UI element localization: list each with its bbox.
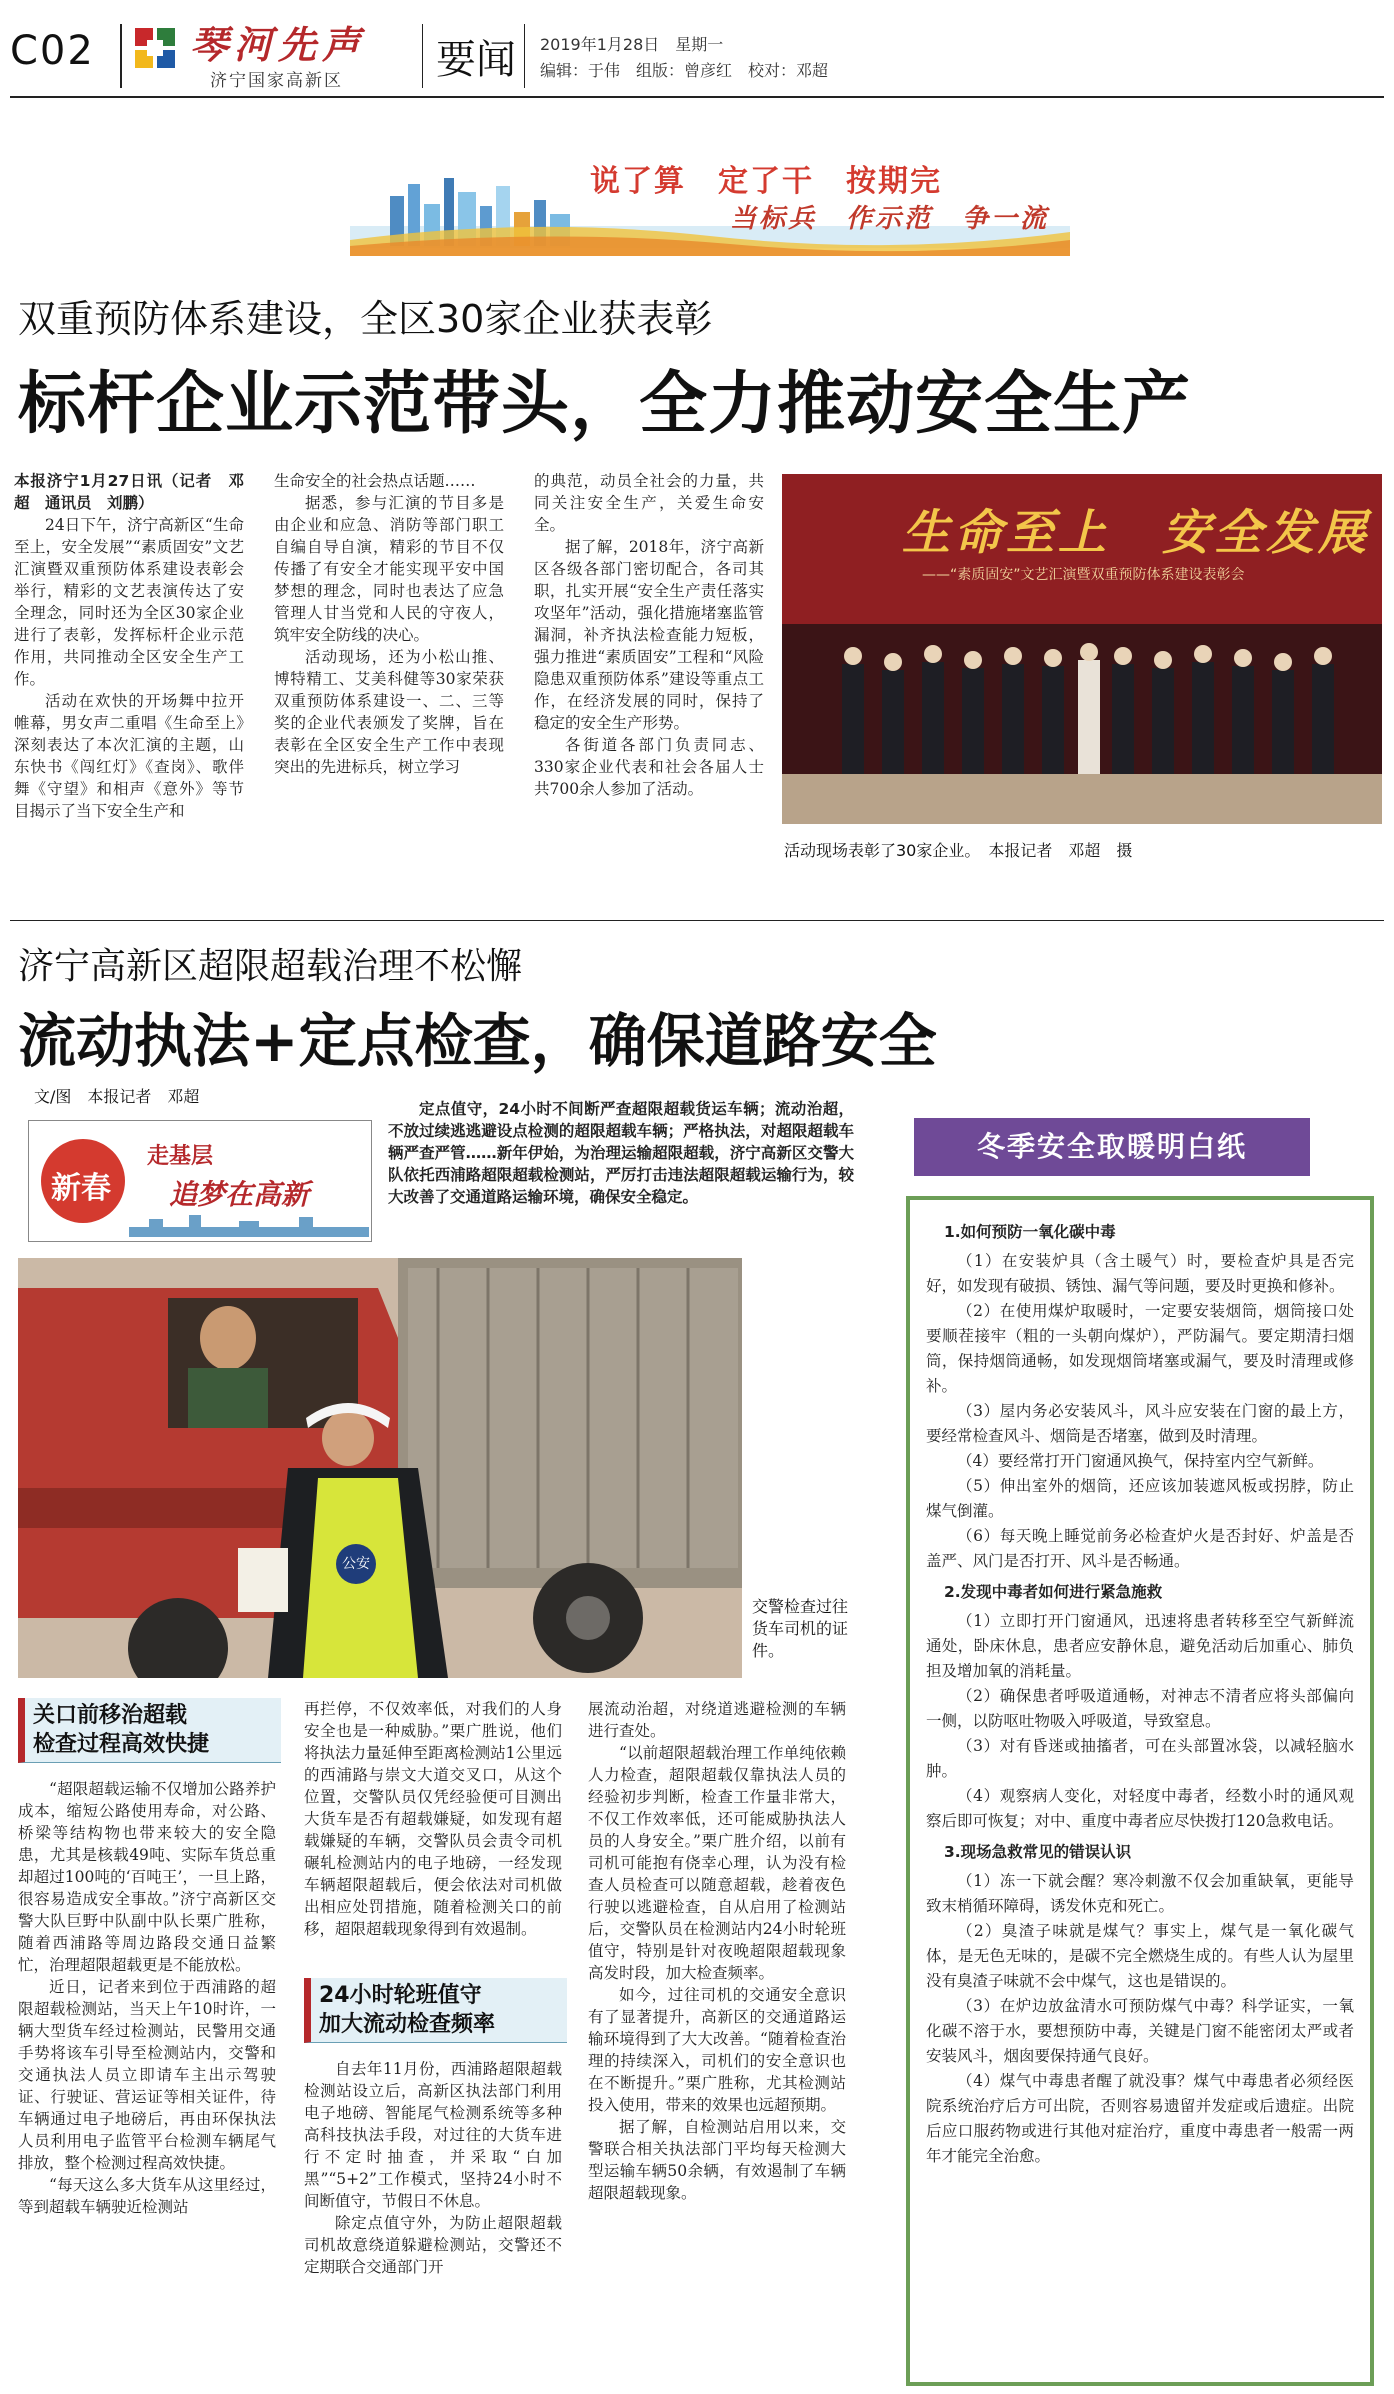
masthead-divider — [120, 24, 122, 88]
article2-column-1 — [18, 1778, 276, 2218]
masthead-divider-2 — [422, 24, 423, 88]
sidebar-item: （4）煤气中毒患者醒了就没事？煤气中毒患者必须经医院系统治疗后方可出院，否则容易遗留并发症或后遗症。出院后应口服药物或进行其他对症治疗，重度中毒患者一般需一两年才能完全治愈。 — [926, 2072, 1354, 2165]
sidebar-heading: 2.发现中毒者如何进行紧急施救 — [944, 1583, 1163, 1601]
paper-subtitle: 济宁国家高新区 — [210, 71, 343, 91]
article1-kicker: 双重预防体系建设，全区30家企业获表彰 — [18, 297, 713, 341]
banner-slogan-2: 当标兵 作示范 争一流 — [730, 204, 1050, 234]
sidebar-heading: 1.如何预防一氧化碳中毒 — [944, 1223, 1116, 1241]
paragraph: 据了解，2018年，济宁高新区各级各部门密切配合，各司其职，扎实开展“安全生产责任落实攻坚年”活动，强化措施堵塞监管漏洞，补齐执法检查能力短板，强力推进“素质固安”工程和“风险隐患双重预防体系”建设等重点工作，在经济发展的同时，保持了稳定的安全生产形势。 — [534, 538, 764, 732]
subhead-2: 24小时轮班值守 加大流动检查频率 — [304, 1978, 567, 2043]
paragraph: “超限超载运输不仅增加公路养护成本，缩短公路使用寿命，对公路、桥梁等结构物也带来较大的安全隐患，尤其是核载49吨、实际车货总重却超过100吨的‘百吨王’，一旦上路，很容易造成安全事故。”济宁高新区交警大队巨野中队副中队长栗广胜称，随着西浦路等周边路段交通日益繁忙，治理超限超载更是不能放松。 — [18, 1780, 276, 1974]
sidebar-item: （1）在安装炉具（含土暖气）时，要检查炉具是否完好，如发现有破损、锈蚀、漏气等问题，要及时更换和修补。 — [926, 1252, 1354, 1295]
paragraph: 的典范，动员全社会的力量，共同关注安全生产，关爱生命安全。 — [534, 472, 764, 534]
sidebar-section-1 — [926, 1220, 1354, 1574]
sidebar-box — [906, 1196, 1374, 2386]
page-number: C02 — [10, 28, 95, 74]
police-badge: 公安 — [336, 1544, 376, 1584]
paragraph: 各街道各部门负责同志、330家企业代表和社会各届人士共700余人参加了活动。 — [534, 736, 764, 798]
paragraph: “每天这么多大货车从这里经过，等到超载车辆驶近检测站 — [18, 2176, 276, 2216]
sidebar-item: （3）在炉边放盆清水可预防煤气中毒？科学证实，一氧化碳不溶于水，要想预防中毒，关键是门窗不能密闭太严或者安装风斗，烟囱要保持通气良好。 — [926, 1997, 1354, 2065]
paragraph: 生命安全的社会热点话题…… — [274, 472, 476, 490]
article1-column-3 — [534, 470, 764, 800]
paragraph: 近日，记者来到位于西浦路的超限超载检测站，当天上午10时许，一辆大型货车经过检测站，民警用交通手势将该车引导至检测站内，交警和交通执法人员立即请车主出示驾驶证、行驶证、营运证等相关证件，待车辆通过电子地磅后，再由环保执法人员利用电子监管平台检测车辆尾气排放，整个检测过程高效快捷。 — [18, 1978, 276, 2172]
article1-column-1 — [14, 470, 244, 822]
stage-banner-title: 生命至上 安全发展 — [902, 505, 1371, 561]
badge-right-text-2: 追梦在高新 — [169, 1178, 310, 1211]
series-badge — [28, 1120, 372, 1242]
article1-byline: 本报济宁1月27日讯（记者 邓超 通讯员 刘鹏） — [14, 472, 244, 512]
lead-paragraph: 定点值守，24小时不间断严查超限超载货运车辆；流动治超，不放过续逃逃避设点检测的超限超载车辆；严格执法，对超限超载车辆严查严管……新年伊始，为治理运输超限超载，济宁高新区交警大队依托西浦路超限超载检测站，严厉打击违法超限超载运输行为，较大改善了交通道路运输环境，确保安全稳定。 — [388, 1100, 854, 1206]
article2-lead — [388, 1098, 854, 1208]
date-line: 2019年1月28日 星期一 — [540, 35, 724, 54]
slogan-banner — [350, 156, 1070, 256]
paragraph: 据了解，自检测站启用以来，交警联合相关执法部门平均每天检测大型运输车辆50余辆，有效遏制了车辆超限超载现象。 — [588, 2118, 846, 2202]
article2-column-2b — [304, 2058, 562, 2278]
sidebar-item: （6）每天晚上睡觉前务必检查炉火是否封好、炉盖是否盖严、风门是否打开、风斗是否畅通。 — [926, 1527, 1354, 1570]
sidebar-section-2 — [926, 1580, 1354, 1834]
article2-kicker: 济宁高新区超限超载治理不松懈 — [18, 946, 523, 987]
logo-icon — [135, 28, 175, 68]
sidebar-item: （5）伸出室外的烟筒，还应该加装遮风板或拐脖，防止煤气倒灌。 — [926, 1477, 1354, 1520]
badge-right-text-1: 走基层 — [147, 1143, 214, 1169]
sidebar-item: （3）对有昏迷或抽搐者，可在头部置冰袋，以减轻脑水肿。 — [926, 1737, 1354, 1780]
article1-column-2 — [274, 470, 504, 778]
truck-inspection-illustration — [18, 1258, 742, 1678]
sidebar-section-3 — [926, 1840, 1354, 2169]
paragraph: 展流动治超，对绕道逃避检测的车辆进行查处。 — [588, 1700, 846, 1740]
sidebar-heading: 3.现场急救常见的错误认识 — [944, 1843, 1132, 1861]
section-divider — [10, 920, 1384, 921]
badge-left-text: 新春 — [51, 1171, 111, 1206]
sidebar-item: （3）屋内务必安装风斗，风斗应安装在门窗的最上方，要经常检查风斗、烟筒是否堵塞，做到及时清理。 — [926, 1402, 1354, 1445]
stage-banner-subtitle: ——“素质固安”文艺汇演暨双重预防体系建设表彰会 — [922, 567, 1245, 583]
article2-headline: 流动执法+定点检查，确保道路安全 — [18, 1007, 937, 1075]
sidebar-item: （4）观察病人变化，对轻度中毒者，经数小时的通风观察后即可恢复；对中、重度中毒者应尽快拨打120急救电话。 — [926, 1787, 1354, 1830]
sidebar-title: 冬季安全取暖明白纸 — [914, 1118, 1310, 1176]
banner-slogan: 说了算 定了干 按期完 — [590, 164, 942, 199]
article1-headline: 标杆企业示范带头，全力推动安全生产 — [18, 365, 1192, 444]
paragraph: 除定点值守外，为防止超限超载司机故意绕道躲避检测站，交警还不定期联合交通部门开 — [304, 2214, 562, 2276]
sidebar-item: （1）立即打开门窗通风，迅速将患者转移至空气新鲜流通处，卧床休息，患者应安静休息，避免活动后加重心、肺负担及增加氧的消耗量。 — [926, 1612, 1354, 1680]
paragraph: 自去年11月份，西浦路超限超载检测站设立后，高新区执法部门利用电子地磅、智能尾气检测系统等多种高科技执法手段，对过往的大货车进行不定时抽查，并采取“白加黑”“5+2”工作模式，坚持24小时不间断值守，节假日不休息。 — [304, 2060, 562, 2210]
paper-logo — [135, 28, 175, 68]
masthead-underline — [10, 96, 1384, 98]
masthead-divider-3 — [524, 24, 525, 88]
article2-photo-caption: 交警检查过往货车司机的证件。 — [752, 1597, 849, 1660]
article2-byline: 文/图 本报记者 邓超 — [34, 1087, 200, 1106]
article2-column-3 — [588, 1698, 846, 2204]
sidebar-item: （4）要经常打开门窗通风换气，保持室内空气新鲜。 — [957, 1452, 1324, 1470]
section-title: 要闻 — [436, 37, 516, 83]
sidebar-item: （2）在使用煤炉取暖时，一定要安装烟筒，烟筒接口处要顺茬接牢（粗的一头朝向煤炉），严防漏气。要定期清扫烟筒，保持烟筒通畅，如发现烟筒堵塞或漏气，要及时清理或修补。 — [926, 1302, 1354, 1395]
article1-photo-caption: 活动现场表彰了30家企业。 本报记者 邓超 摄 — [784, 841, 1133, 860]
paragraph: 据悉，参与汇演的节目多是由企业和应急、消防等部门职工自编自导自演，精彩的节目不仅传播了有安全才能实现平安中国梦想的理念，同时也表达了应急管理人甘当党和人民的守夜人，筑牢安全防线的决心。 — [274, 494, 504, 644]
sidebar-item: （1）冻一下就会醒？寒冷刺激不仅会加重缺氧，更能导致末梢循环障碍，诱发休克和死亡。 — [926, 1872, 1354, 1915]
editors-line: 编辑：于伟 组版：曾彦红 校对：邓超 — [540, 61, 829, 80]
paragraph: 24日下午，济宁高新区“生命至上，安全发展”“素质固安”文艺汇演暨双重预防体系建设表彰会举行，精彩的文艺表演传达了安全理念，同时还为全区30家企业进行了表彰，发挥标杆企业示范作用，共同推动全区安全生产工作。 — [14, 516, 244, 688]
cityline-graphic — [129, 1211, 369, 1237]
paragraph: 如今，过往司机的交通安全意识有了显著提升，高新区的交通道路运输环境得到了大大改善。“随着检查治理的持续深入，司机们的安全意识也在不断提升。”栗广胜称，尤其检测站投入使用，带来的效果也远超预期。 — [588, 1986, 846, 2114]
paragraph: 再拦停，不仅效率低，对我们的人身安全也是一种威胁。”栗广胜说，他们将执法力量延伸至距离检测站1公里远的西浦路与崇文大道交叉口，从这个位置，交警队员仅凭经验便可目测出大货车是否有超载嫌疑，如发现有超载嫌疑的车辆，交警队员会责令司机碾轧检测站内的电子地磅，一经发现车辆超限超载后，便会依法对司机做出相应处罚措施，随着检测关口的前移，超限超载现象得到有效遏制。 — [304, 1700, 562, 1938]
subhead-1: 关口前移治超载 检查过程高效快捷 — [18, 1698, 281, 1763]
article2-column-2a — [304, 1698, 562, 1940]
award-ceremony-photo — [782, 474, 1382, 824]
paragraph: “以前超限超载治理工作单纯依赖人力检查，超限超载仅靠执法人员的经验初步判断，检查工作量非常大，不仅工作效率低，还可能威胁执法人员的人身安全。”栗广胜介绍，以前有司机可能抱有侥幸心理，认为没有检查人员检查可以随意超载，趁着夜色行驶以逃避检查，自从启用了检测站后，交警队员在检测站内24小时轮班值守，特别是针对夜晚超限超载现象高发时段，加大检查频率。 — [588, 1744, 846, 1982]
sidebar-item: （2）确保患者呼吸道通畅，对神志不清者应将头部偏向一侧，以防呕吐物吸入呼吸道，导致窒息。 — [926, 1687, 1354, 1730]
paper-name: 琴河先声 — [190, 22, 367, 67]
sidebar-item: （2）臭渣子味就是煤气？事实上，煤气是一氧化碳气体，是无色无味的，是碳不完全燃烧生成的。有些人认为屋里没有臭渣子味就不会中煤气，这也是错误的。 — [926, 1922, 1354, 1990]
paragraph: 活动现场，还为小松山推、博特精工、艾美科健等30家荣获双重预防体系建设一、二、三等奖的企业代表颁发了奖牌，旨在表彰在全区安全生产工作中表现突出的先进标兵，树立学习 — [274, 648, 504, 776]
paragraph: 活动在欢快的开场舞中拉开帷幕，男女声二重唱《生命至上》深刻表达了本次汇演的主题，山东快书《闯红灯》《查岗》、歌伴舞《守望》和相声《意外》等节目揭示了当下安全生产和 — [14, 692, 244, 820]
police-check-photo — [18, 1258, 742, 1678]
